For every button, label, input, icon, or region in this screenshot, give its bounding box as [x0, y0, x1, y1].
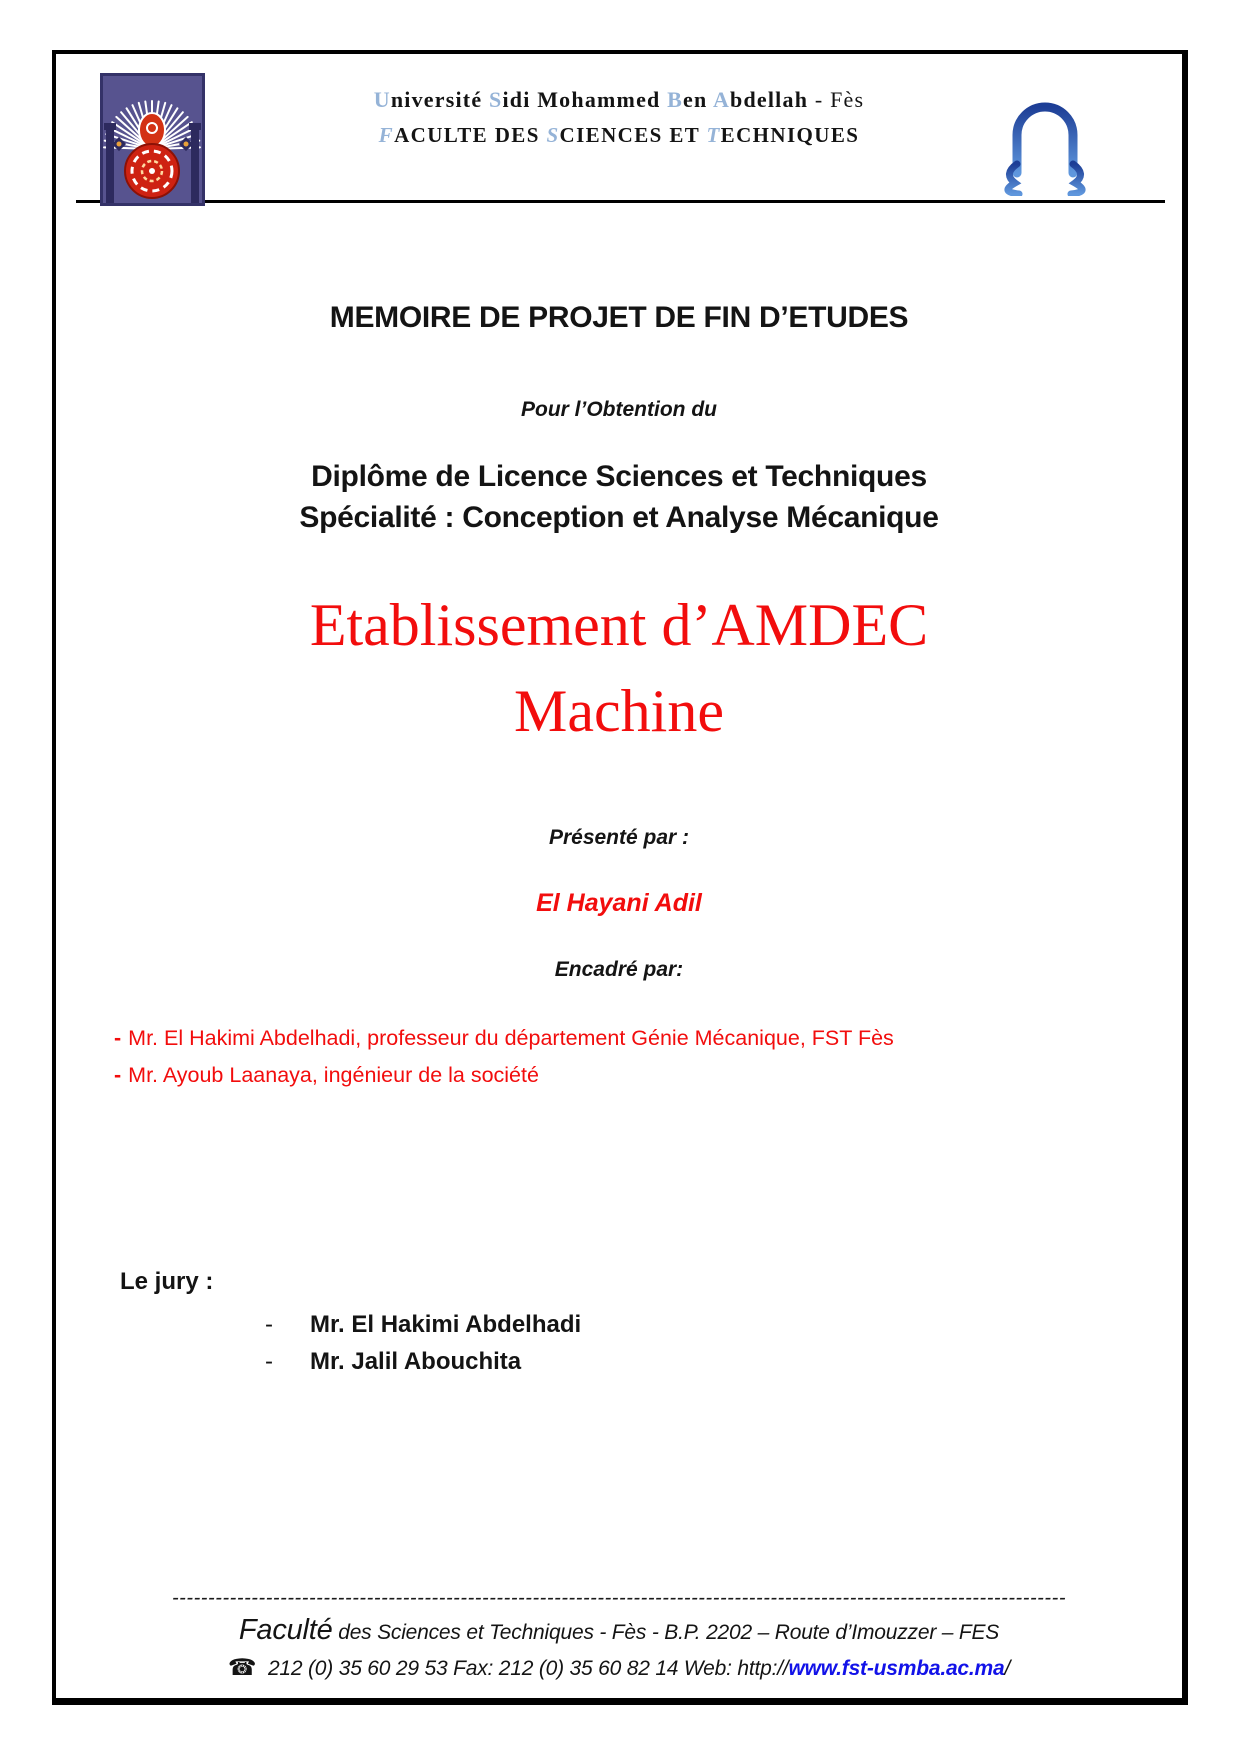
university-name-segment: en: [683, 87, 713, 112]
jury-dash: -: [265, 1311, 273, 1338]
diploma-line1: Diplôme de Licence Sciences et Techniques: [311, 460, 927, 493]
presented-by-label: Présenté par :: [548, 826, 690, 849]
footer-contact-line: [56, 1654, 1182, 1681]
supervisor-text: Mr. El Hakimi Abdelhadi, professeur du département Génie Mécanique, FST Fès: [128, 1026, 894, 1050]
usmba-emblem-logo: [100, 72, 205, 207]
fst-logo: [953, 74, 1137, 196]
university-name-segment: B: [667, 87, 684, 112]
project-title-line2: Machine: [514, 678, 724, 744]
jury-dash: -: [265, 1348, 273, 1375]
supervisors-list: [114, 1020, 894, 1094]
website-link[interactable]: www.fst-usmba.ac.ma: [788, 1657, 1005, 1680]
footer-address-text: des Sciences et Techniques - Fès - B.P. 2202 – Route d’Imouzzer – FES: [332, 1621, 1000, 1644]
supervisor-item: [114, 1020, 894, 1057]
footer-dashed-line: ----------------------------------------------------------------------------------------------------------------------------: [171, 1587, 1067, 1609]
footer-faculty-word: Faculté: [238, 1614, 333, 1646]
jury-member-name: Mr. Jalil Abouchita: [310, 1348, 522, 1375]
faculty-name-segment: ACULTE DES: [394, 123, 547, 147]
diploma-line2: Spécialité : Conception et Analyse Mécanique: [299, 501, 939, 534]
university-name-segment: - Fès: [808, 87, 865, 112]
jury-list: [265, 1306, 581, 1380]
fst-arch-icon: [953, 74, 1137, 196]
usmba-emblem-icon: [100, 72, 205, 207]
university-name-segment: bdellah: [730, 87, 809, 112]
author-name: El Hayani Adil: [536, 889, 702, 917]
supervised-by-label: Encadré par:: [554, 958, 684, 981]
jury-member: [265, 1306, 581, 1343]
header-divider: [76, 200, 1165, 203]
phone-icon: ☎: [227, 1654, 257, 1680]
supervisor-dash: -: [114, 1026, 122, 1050]
footer-contact-text: 212 (0) 35 60 29 53 Fax: 212 (0) 35 60 82 14 Web: http://: [262, 1657, 789, 1680]
footer-address-line: [56, 1614, 1182, 1647]
faculty-name-segment: F: [378, 123, 395, 147]
faculty-name-segment: CIENCES ET: [559, 123, 707, 147]
project-title: [56, 582, 1182, 754]
obtention-subtitle: Pour l’Obtention du: [521, 398, 717, 421]
supervisor-item: [114, 1057, 894, 1094]
jury-member-name: Mr. El Hakimi Abdelhadi: [310, 1311, 582, 1338]
memoire-title: MEMOIRE DE PROJET DE FIN D’ETUDES: [329, 301, 909, 334]
university-name-segment: niversité: [390, 87, 490, 112]
jury-member: [265, 1343, 581, 1380]
jury-label: Le jury :: [120, 1268, 214, 1295]
faculty-name-segment: S: [546, 123, 560, 147]
faculty-name-segment: T: [706, 123, 721, 147]
faculty-name-segment: ECHNIQUES: [720, 123, 860, 147]
university-name-segment: idi Mohammed: [502, 87, 668, 112]
university-name-segment: S: [489, 87, 503, 112]
supervisor-text: Mr. Ayoub Laanaya, ingénieur de la société: [128, 1063, 539, 1087]
university-name-segment: U: [373, 87, 391, 112]
diploma-lines: [56, 456, 1182, 538]
university-name-segment: A: [712, 87, 731, 112]
page-border-frame: [52, 50, 1188, 1705]
footer-contact-suffix: /: [1004, 1657, 1011, 1680]
project-title-line1: Etablissement d’AMDEC: [309, 592, 929, 658]
supervisor-dash: -: [114, 1063, 122, 1087]
